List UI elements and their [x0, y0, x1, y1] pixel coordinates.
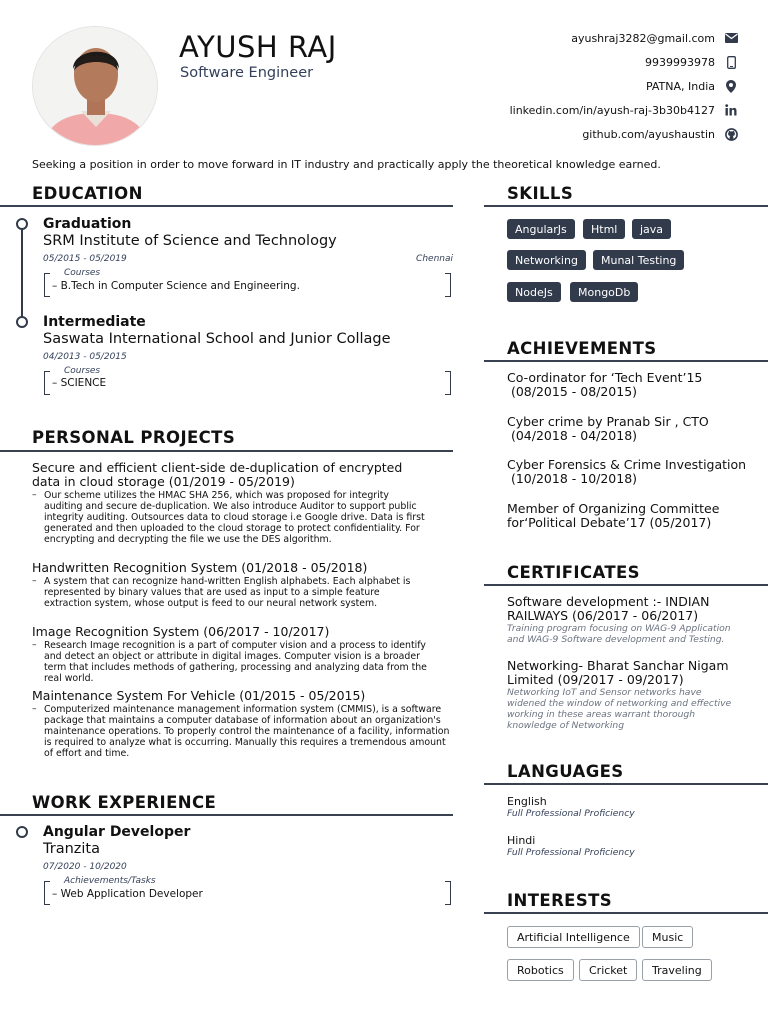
timeline-dot	[16, 316, 28, 328]
tasks-label: Achievements/Tasks	[64, 876, 156, 886]
achievements-rule	[484, 360, 768, 362]
project-title: Secure and efficient client-side de-duplication of encrypted data in cloud storage (01/2019 - 05/2019)	[32, 460, 403, 489]
work-org: Tranzita	[43, 841, 100, 857]
contact-phone-text[interactable]: 9939993978	[645, 55, 715, 69]
course-text: B.Tech in Computer Science and Engineering.	[60, 280, 300, 292]
skills-heading: SKILLS	[507, 184, 574, 203]
achievement-item	[507, 458, 746, 486]
contact-email-text[interactable]: ayushraj3282@gmail.com	[571, 31, 715, 45]
interest-tag: Traveling	[642, 959, 712, 981]
project-desc: – Our scheme utilizes the HMAC SHA 256, which was proposed for integrity auditing and secure de-duplication. We also introduce Auditor to support public integrity auditing. Outsources data to cloud storage i.e Google drive. Data is first generated and then uploaded to the cloud storage to protect confidentiality. For encrypting and decrypting the file we use the DES algorithm.	[32, 490, 428, 545]
interest-tag: Cricket	[579, 959, 637, 981]
bracket-right	[445, 371, 451, 395]
work-title: Angular Developer	[43, 824, 191, 840]
language-item	[507, 834, 635, 858]
project-desc: – Computerized maintenance management information system (CMMIS), is a software package that maintains a computer database of information about an organization's maintenance operations. To properly control the maintenance of a facility, information is required to analyze what is occurring. Manually this requires a tremendous amount of effort and time.	[32, 704, 454, 759]
location-icon	[724, 79, 738, 93]
interests-heading: INTERESTS	[507, 891, 613, 910]
skill-tag: AngularJs	[507, 219, 575, 239]
education-date: 05/2015 - 05/2019	[43, 254, 127, 264]
contact-location	[408, 74, 738, 98]
profile-photo	[32, 26, 158, 146]
achievement-item	[507, 371, 702, 399]
certificate-title: Networking- Bharat Sanchar Nigam	[507, 658, 729, 673]
achievement-line: Member of Organizing Committee	[507, 501, 720, 516]
course-item: – SCIENCE	[52, 377, 107, 389]
language-level: Full Professional Proficiency	[507, 808, 635, 819]
project-item	[32, 625, 454, 684]
achievement-item	[507, 502, 719, 530]
certificate-title: RAILWAYS (06/2017 - 06/2017)	[507, 608, 699, 623]
contact-linkedin-text[interactable]: linkedin.com/in/ayush-raj-3b30b4127	[509, 103, 715, 117]
bracket-left	[44, 273, 50, 297]
language-item	[507, 795, 635, 819]
education-place: Chennai	[416, 254, 453, 264]
bracket-right	[445, 273, 451, 297]
skills-rule	[484, 205, 768, 207]
certificate-title: Software development :- INDIAN	[507, 594, 710, 609]
languages-rule	[484, 783, 768, 785]
skill-tag: Munal Testing	[593, 250, 684, 270]
timeline-dot	[16, 826, 28, 838]
work-date: 07/2020 - 10/2020	[43, 862, 127, 872]
bracket-right	[445, 881, 451, 905]
contact-list	[408, 26, 738, 146]
skill-tag: java	[632, 219, 671, 239]
work-heading: WORK EXPERIENCE	[32, 793, 217, 812]
email-icon	[724, 31, 738, 45]
contact-github[interactable]	[408, 122, 738, 146]
education-timeline	[21, 222, 23, 324]
project-title: Handwritten Recognition System (01/2018 - 05/2018)	[32, 560, 368, 575]
education-heading: EDUCATION	[32, 184, 143, 203]
candidate-name: AYUSH RAJ	[179, 30, 337, 64]
achievement-line: Cyber Forensics & Crime Investigation	[507, 457, 747, 472]
interest-tag: Music	[642, 926, 693, 948]
certificate-item	[507, 659, 731, 731]
achievements-heading: ACHIEVEMENTS	[507, 339, 657, 358]
education-title: Graduation	[43, 216, 132, 232]
interests-rule	[484, 912, 768, 914]
courses-label: Courses	[64, 268, 101, 278]
certificate-desc: Networking IoT and Sensor networks have	[507, 687, 702, 698]
achievement-date: for‘Political Debate’17 (05/2017)	[507, 515, 712, 530]
achievement-date: (04/2018 - 04/2018)	[507, 428, 638, 443]
language-level: Full Professional Proficiency	[507, 847, 635, 858]
education-title: Intermediate	[43, 314, 146, 330]
language-name: Hindi	[507, 834, 536, 847]
contact-phone[interactable]	[408, 50, 738, 74]
contact-location-text: PATNA, India	[645, 79, 715, 93]
certificate-desc: and WAG-9 Software development and Testing.	[507, 634, 725, 645]
project-title: Image Recognition System (06/2017 - 10/2017)	[32, 624, 330, 639]
contact-linkedin[interactable]	[408, 98, 738, 122]
achievement-line: Co-ordinator for ‘Tech Event’15	[507, 370, 703, 385]
languages-heading: LANGUAGES	[507, 762, 624, 781]
language-name: English	[507, 795, 547, 808]
candidate-role: Software Engineer	[180, 65, 314, 81]
certificates-rule	[484, 584, 768, 586]
project-desc: – Research Image recognition is a part of computer vision and a process to identify and detect an object or attribute in digital images. Computer vision is a broader term that includes methods of gathering, processing and analyzing data from the real world.	[32, 640, 444, 684]
skill-tag: Html	[583, 219, 625, 239]
education-rule	[0, 205, 453, 207]
certificates-heading: CERTIFICATES	[507, 563, 640, 582]
course-item: – B.Tech in Computer Science and Engineering.	[52, 280, 300, 292]
task-text: Web Application Developer	[60, 888, 203, 900]
education-date: 04/2013 - 05/2015	[43, 352, 127, 362]
interest-tag: Robotics	[507, 959, 574, 981]
career-summary: Seeking a position in order to move forward in IT industry and practically apply the theoretical knowledge earned.	[32, 158, 661, 171]
contact-github-text[interactable]: github.com/ayushaustin	[582, 127, 715, 141]
skill-tag: NodeJs	[507, 282, 561, 302]
certificate-desc: knowledge of Networking	[507, 720, 625, 731]
certificate-desc: Training program focusing on WAG-9 Application	[507, 623, 731, 634]
certificate-desc: widened the window of networking and effective	[507, 698, 732, 709]
project-item	[32, 689, 454, 759]
certificate-title: Limited (09/2017 - 09/2017)	[507, 672, 684, 687]
contact-email[interactable]	[408, 26, 738, 50]
education-org: Saswata International School and Junior Collage	[43, 331, 391, 347]
courses-label: Courses	[64, 366, 101, 376]
achievement-date: (08/2015 - 08/2015)	[507, 384, 638, 399]
certificate-item	[507, 595, 731, 645]
bracket-left	[44, 881, 50, 905]
skill-tag: Networking	[507, 250, 586, 270]
project-item	[32, 461, 428, 545]
skill-tag: MongoDb	[570, 282, 638, 302]
course-text: SCIENCE	[60, 377, 107, 389]
projects-heading: PERSONAL PROJECTS	[32, 428, 236, 447]
github-icon	[724, 127, 738, 141]
achievement-item	[507, 415, 709, 443]
task-item: – Web Application Developer	[52, 888, 203, 900]
projects-rule	[0, 450, 453, 452]
education-org: SRM Institute of Science and Technology	[43, 233, 337, 249]
achievement-line: Cyber crime by Pranab Sir , CTO	[507, 414, 709, 429]
project-desc: – A system that can recognize hand-written English alphabets. Each alphabet is represented by binary values that are used as input to a simple feature extraction system, whose output is feed to our neural network system.	[32, 576, 428, 609]
project-title: Maintenance System For Vehicle (01/2015 - 05/2015)	[32, 688, 366, 703]
certificate-desc: working in these areas warrant thorough	[507, 709, 696, 720]
interest-tag: Artificial Intelligence	[507, 926, 640, 948]
work-rule	[0, 814, 453, 816]
bracket-left	[44, 371, 50, 395]
achievement-date: (10/2018 - 10/2018)	[507, 471, 638, 486]
phone-icon	[724, 55, 738, 69]
timeline-dot	[16, 218, 28, 230]
linkedin-icon	[724, 103, 738, 117]
project-item	[32, 561, 454, 609]
